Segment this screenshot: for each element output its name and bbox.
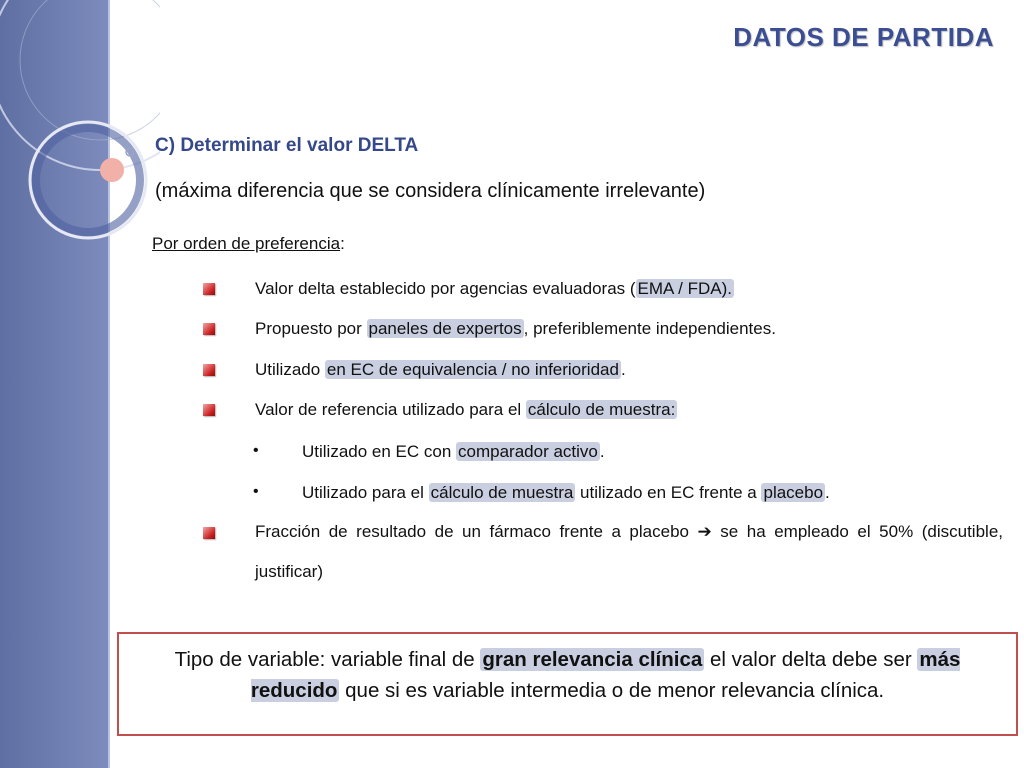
dot-bullet-icon: • bbox=[253, 442, 259, 459]
square-bullet-icon bbox=[203, 527, 215, 539]
note-emphasis: más reducido bbox=[250, 648, 961, 702]
preference-label: Por orden de preferencia: bbox=[152, 234, 345, 253]
slide-title: DATOS DE PARTIDA bbox=[733, 22, 994, 52]
section-heading: C) Determinar el valor DELTA bbox=[155, 135, 419, 156]
sub-list-item: Utilizado en EC con comparador activo . bbox=[302, 442, 605, 461]
list-item: Fracción de resultado de un fármaco frente a placebo ➔ se ha empleado el 50% (discutible, justificar) bbox=[255, 522, 1003, 581]
dot-bullet-icon: • bbox=[253, 483, 259, 500]
square-bullet-icon bbox=[203, 364, 215, 376]
sub-list-item: Utilizado para el cálculo de muestra utilizado en EC frente a placebo . bbox=[302, 483, 830, 502]
list-item: Valor de referencia utilizado para el cálculo de muestra: bbox=[255, 400, 676, 419]
note-emphasis: gran relevancia clínica bbox=[482, 648, 703, 671]
sidebar-panel bbox=[0, 0, 110, 768]
square-bullet-icon bbox=[203, 283, 215, 295]
accent-dot-small bbox=[126, 148, 134, 156]
list-item: Utilizado en EC de equivalencia / no inferioridad . bbox=[255, 360, 626, 379]
note-box: Tipo de variable: variable final de gran relevancia clínica el valor delta debe ser más reducido que si es variable intermedia o de menor relevancia clínica. bbox=[117, 632, 1018, 736]
square-bullet-icon bbox=[203, 323, 215, 335]
square-bullet-icon bbox=[203, 404, 215, 416]
arrow-right-icon: ➔ bbox=[697, 522, 712, 541]
subheading: (máxima diferencia que se considera clínicamente irrelevante) bbox=[155, 180, 706, 202]
list-item: Valor delta establecido por agencias evaluadoras ( EMA / FDA). bbox=[255, 279, 733, 298]
list-item: Propuesto por paneles de expertos , preferiblemente independientes. bbox=[255, 319, 776, 338]
